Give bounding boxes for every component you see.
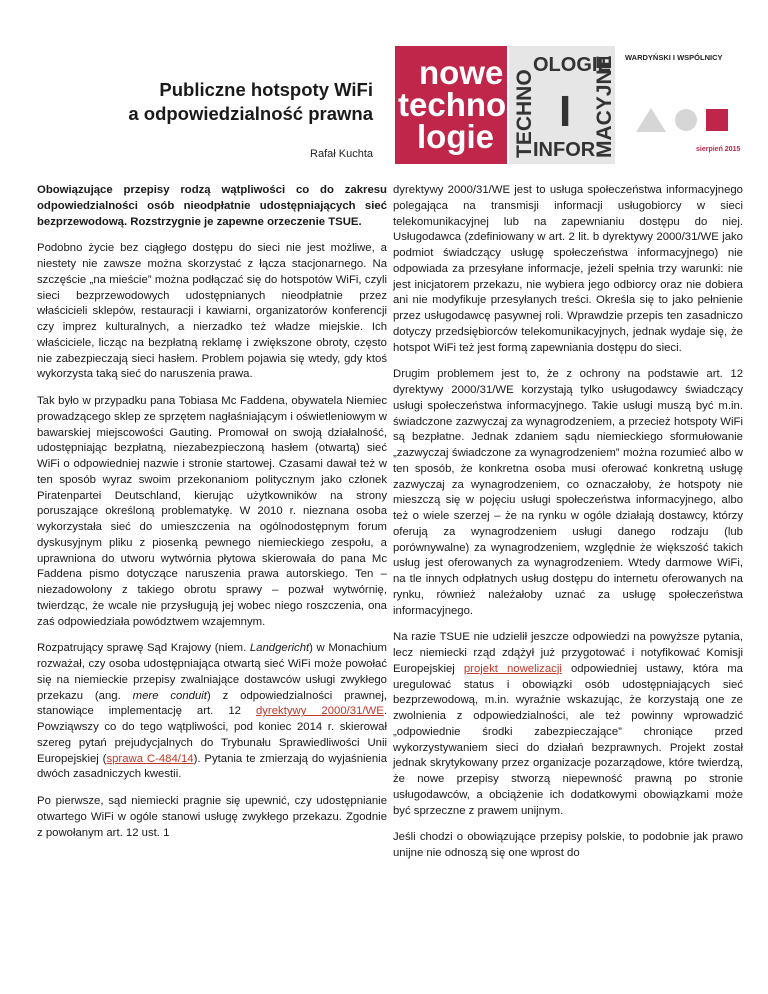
directive-link[interactable]: dyrektywy 2000/31/WE — [255, 705, 384, 718]
italic-term: mere conduit — [132, 689, 207, 702]
paragraph: Jeśli chodzi o obowiązujące przepisy polskie, to podobnie jak prawo unijne nie odnoszą się one wprost do — [393, 831, 743, 859]
logo-word-nowe: nowe — [419, 54, 504, 91]
logo-vertical-techno: TECHNO — [513, 69, 536, 158]
article-lead: Obowiązujące przepisy rodzą wątpliwości co do zakresu odpowiedzialności osób nieodpłatnie udostępniających sieć bezprzewodową. Rozstrzygnie je zapewne orzeczenie TSUE. — [37, 184, 387, 228]
logo-word-infor: INFOR — [533, 139, 596, 161]
italic-term: Landgericht — [249, 642, 310, 655]
amendment-draft-link[interactable]: projekt nowelizacji — [463, 662, 562, 675]
paragraph: Drugim problemem jest to, że z ochrony na podstawie art. 12 dyrektywy 2000/31/WE korzystają tylko usługodawcy świadczący usługi społeczeństwa informacyjnego. Takie usługi muszą być m.in. świadczone zazwyczaj za wynagrodzeniem, a przecież hotspoty WiFi są bezpłatne. Jednak zdaniem sądu niemieckiego sformułowanie „zazwyczaj świadczone za wynagrodzeniem” można rozumieć albo w ten sposób, że konkretna osoba musi oferować konkretną usługę zazwyczaj za wynagrodzeniem, co oznaczałoby, że hotspoty nie mieszczą się w pojęciu usługi społeczeństwa informacyjnego, albo też o wiele szerzej – że na rynku w ogóle działają dostawcy, którzy oferują za wynagrodzeniem usługi danego rodzaju (lub porównywalne) za wynagrodzeniem, względnie że większość takich usług jest oferowanych za wynagrodzeniem. Wtedy darmowe WiFi, na tle innych odpłatnych usług dostępu do internetu oferowanych na rynku, również należałoby uznać za usługę społeczeństwa informacyjnego. — [393, 368, 743, 617]
logo-word-ologie: OLOGIE — [533, 54, 611, 76]
paragraph: Tak było w przypadku pana Tobiasa Mc Faddena, obywatela Niemiec prowadzącego sklep ze sprzętem nagłaśniającym i oświetleniowym w bawarskiej miejscowości Gauting. Promował on swoją działalność, udostępniając bezpłatną, niezabezpieczoną hasłem (otwartą) sieć WiFi o odpowiedniej nazwie i stronie startowej. Czasami dawał też w ten sposób wyraz swoim przekonaniom politycznym jako członek Piratenpartei Deutschland, kierując użytkowników na strony poruszające określoną problematykę. W 2010 r. nieznana osoba wykorzystała sieć do umieszczenia na ogólnodostępnym forum dyskusyjnym pliku z piosenką pewnego niemieckiego zespołu, a uprawniona do utworu wytwórnia płytowa skierowała do pana Mc Faddena pismo dotyczące naruszenia prawa autorskiego. Ten – niezadowolony z takiego obrotu sprawy – pozwał wytwórnię, twierdząc, że wcale nie przysługują jej wobec niego roszczenia, ona zaś odpowiedziała powództwem wzajemnym. — [37, 395, 387, 628]
triangle-shape-icon — [636, 108, 666, 132]
paragraph: Podobno życie bez ciągłego dostępu do sieci nie jest możliwe, a niestety nie zawsze można skorzystać z łącza stacjonarnego. Na szczęście „na mieście” można podłączać się do hotspotów WiFi, czyli sieci bezprzewodowych udostępnianych nieodpłatnie przez właścicieli sklepów, restauracji i kawiarni, organizatorów konferencji czy imprez kulturalnych, a nierzadko też władze miejskie. Ich właściciele, licząc na bezpłatną reklamę i zwiększone obroty, często nie zabezpieczają sieci hasłem. Problem pojawia się wtedy, gdy ktoś wykorzysta taką sieć do naruszenia prawa. — [37, 242, 387, 381]
author-name: Rafał Kuchta — [310, 148, 373, 160]
paragraph: Na razie TSUE nie udzielił jeszcze odpowiedzi na powyższe pytania, lecz niemiecki rząd zdążył już przygotować i notyfikować Komisji Europejskiej projekt nowelizacji odpowiedniej ustawy, która ma uregulować status i obowiązki osób udostępniających sieć bezprzewodową, m.in. wyraźnie wskazując, że korzystają one ze zwolnienia z odpowiedzialności, ale też powinny wprowadzić „odpowiednie środki zabezpieczające” chroniące przed wykorzystywaniem sieci do działań bezprawnych. Projekt został jednak skrytykowany przez organizacje pozarządowe, które twierdzą, że nowe przepisy stworzą niepewność prawną po stronie usługodawców, a obciążenie ich dodatkowymi obowiązkami może być sprzeczne z prawem unijnym. — [393, 631, 743, 817]
case-link[interactable]: sprawa C-484/14 — [106, 752, 194, 765]
paragraph: dyrektywy 2000/31/WE jest to usługa społeczeństwa informacyjnego polegająca na transmisji informacji usługobiorcy w sieci telekomunikacyjnej lub na zapewnianiu dostępu do niej. Usługodawca (zdefiniowany w art. 2 lit. b dyrektywy 2000/31/WE jako podmiot świadczący usługę społeczeństwa informacyjnego) nie odpowiada za przesyłane informacje, jeżeli spełnia trzy warunki: nie jest inicjatorem przekazu, nie wybiera jego odbiorcy oraz nie dobiera ani nie modyfikuje przesyłanych treści. Określa się to jako pełnienie przez usługodawcę pasywnej roli. Wprawdzie przepis ten zasadniczo dotyczy przedsiębiorców telekomunikacyjnych, jednak wydaje się, że hotspot WiFi też jest formą zapewniania dostępu do sieci. — [393, 184, 743, 354]
newsletter-logo — [395, 46, 745, 164]
article-title — [128, 78, 373, 126]
logo-word-techno: techno — [398, 86, 507, 123]
logo-word-logie: logie — [417, 118, 495, 155]
title-line-2: a odpowiedzialność prawna — [128, 103, 373, 124]
logo-vertical-macyjne: MACYJNE — [593, 55, 616, 158]
square-shape-icon — [706, 109, 728, 131]
paragraph: Po pierwsze, sąd niemiecki pragnie się upewnić, czy udostępnianie otwartego WiFi w ogóle stanowi usługę zwykłego przekazu. Zgodnie z powołanym art. 12 ust. 1 — [37, 795, 387, 839]
logo-bar: I — [559, 87, 572, 136]
paragraph: Rozpatrujący sprawę Sąd Krajowy (niem. Landgericht) w Monachium rozważał, czy osoba udostępniająca otwartą sieć WiFi może powołać się na niemieckie przepisy zwalniające dostawców usługi zwykłego przekazu (ang. mere conduit) z odpowiedzialności prawnej, stanowiące implementację art. 12 dyrektywy 2000/31/WE. Powziąwszy co do tego wątpliwości, pod koniec 2014 r. skierował szereg pytań prejudycjalnych do Trybunału Sprawiedliwości Unii Europejskiej (sprawa C-484/14). Pytania te zmierzają do wyjaśnienia dwóch zasadniczych kwestii. — [37, 642, 387, 781]
page-header — [0, 0, 768, 175]
left-column — [37, 183, 387, 852]
circle-shape-icon — [675, 109, 697, 131]
law-firm-name: WARDYŃSKI I WSPÓLNICY — [625, 53, 723, 62]
right-column — [393, 183, 743, 873]
title-line-1: Publiczne hotspoty WiFi — [159, 79, 373, 100]
issue-date: sierpień 2015 — [696, 146, 741, 153]
